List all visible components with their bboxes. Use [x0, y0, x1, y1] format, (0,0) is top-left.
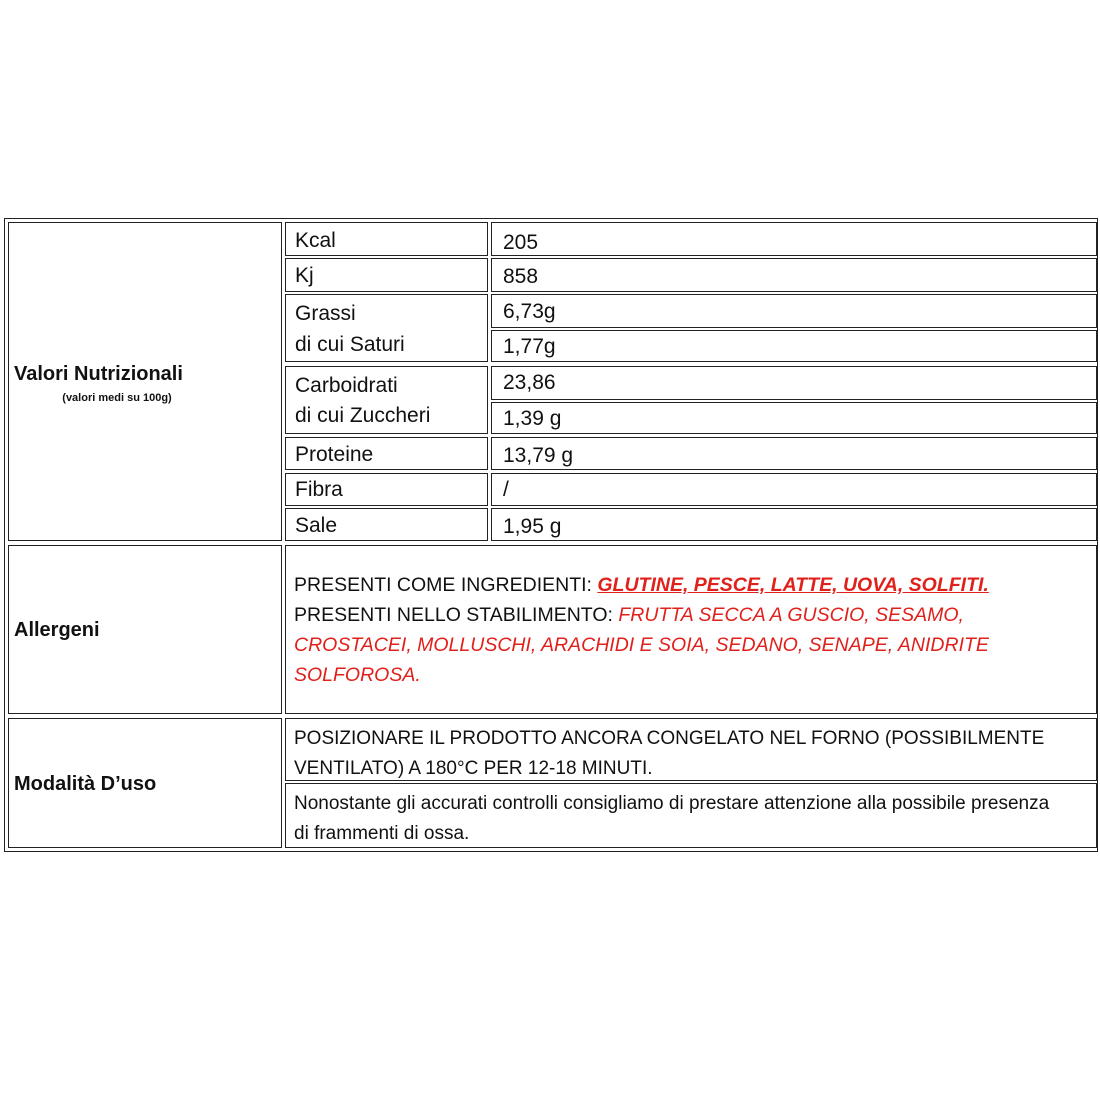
- usage-instructions: POSIZIONARE IL PRODOTTO ANCORA CONGELATO NEL FORNO (POSSIBILMENTE VENTILATO) A 180°C PER 12-18 MINUTI.: [294, 728, 1045, 779]
- nutrient-value: 6,73g: [503, 300, 556, 323]
- nutrient-value-cell: [491, 473, 1097, 506]
- nutrient-name: Proteine: [295, 443, 374, 466]
- ingredients-allergens: GLUTINE, PESCE, LATTE, UOVA, SOLFITI.: [597, 574, 989, 596]
- nutrient-name: Kj: [295, 264, 314, 287]
- allergens-label: Allergeni: [14, 619, 100, 641]
- nutrient-name: di cui Saturi: [295, 333, 405, 356]
- nutrition-label: Valori Nutrizionali: [14, 363, 183, 385]
- nutrient-name: Carboidrati: [295, 374, 398, 397]
- nutrient-name-cell: [285, 258, 488, 292]
- nutrient-value: 1,77g: [503, 335, 556, 358]
- nutrient-value: 1,95 g: [503, 515, 562, 538]
- nutrient-value: 13,79 g: [503, 444, 574, 467]
- nutrient-value-cell: [491, 366, 1097, 400]
- nutrient-name: di cui Zuccheri: [295, 404, 431, 427]
- nutrient-value-cell: [491, 437, 1097, 470]
- facility-prefix: PRESENTI NELLO STABILIMENTO:: [294, 604, 619, 626]
- nutrient-value-cell: [491, 330, 1097, 362]
- nutrient-value: /: [503, 478, 509, 501]
- nutrient-value-cell: [491, 294, 1097, 328]
- ingredients-prefix: PRESENTI COME INGREDIENTI:: [294, 574, 598, 596]
- usage-note: Nonostante gli accurati controlli consigliamo di prestare attenzione alla possibile presenza di frammenti di ossa.: [294, 793, 1050, 844]
- nutrient-value: 23,86: [503, 371, 556, 394]
- nutrient-name: Fibra: [295, 478, 343, 501]
- usage-label: Modalità D’uso: [14, 773, 157, 795]
- nutrient-value-cell: [491, 402, 1097, 434]
- nutrient-value-cell: [491, 508, 1097, 541]
- nutrient-name: Grassi: [295, 302, 356, 325]
- nutrient-value-cell: [491, 222, 1097, 256]
- nutrient-name: Sale: [295, 514, 338, 537]
- nutrient-name: Kcal: [295, 229, 336, 252]
- nutrient-value: 1,39 g: [503, 407, 562, 430]
- nutrient-value-cell: [491, 258, 1097, 292]
- nutrient-value: 205: [503, 231, 539, 254]
- nutrient-value: 858: [503, 265, 539, 288]
- allergens-text: [294, 570, 1084, 690]
- facility-allergens: FRUTTA SECCA A GUSCIO, SESAMO, CROSTACEI, MOLLUSCHI, ARACHIDI E SOIA, SEDANO, SENAPE, ANIDRITE SOLFOROSA.: [294, 604, 989, 686]
- nutrition-sublabel: (valori medi su 100g): [62, 392, 172, 404]
